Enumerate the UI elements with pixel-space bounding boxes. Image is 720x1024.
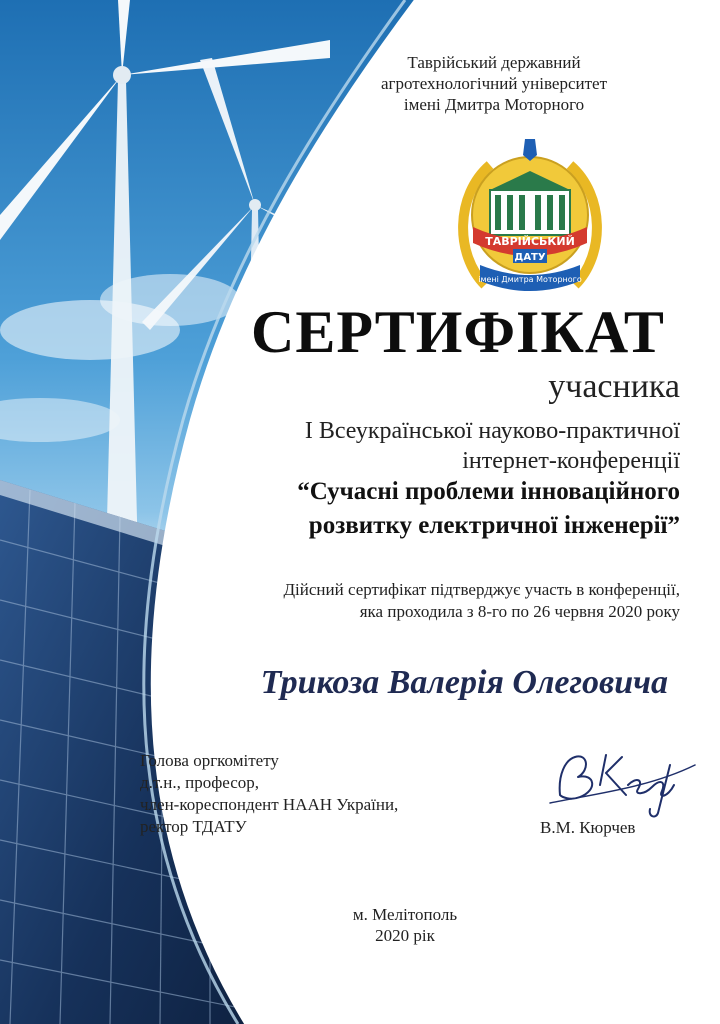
certificate-subtitle-conference-type: інтернет-конференції — [462, 448, 680, 474]
signatory-name: В.М. Кюрчев — [540, 818, 636, 837]
signatory-line-1: Голова оргкомітету — [140, 751, 279, 770]
issue-city: м. Мелітополь — [352, 905, 458, 924]
signatory-position — [140, 750, 398, 838]
certificate-subtitle-participant: учасника — [548, 368, 680, 405]
svg-text:ДАТУ: ДАТУ — [514, 252, 546, 263]
conference-title-line-1: “Сучасні проблеми інноваційного — [297, 478, 680, 505]
signatory-line-2: д.т.н., професор, — [140, 773, 260, 792]
svg-text:ТАВРІЙСЬКИЙ: ТАВРІЙСЬКИЙ — [485, 235, 575, 248]
university-line-2: агротехнологічний університет — [380, 74, 608, 93]
university-emblem — [455, 135, 605, 295]
conference-title-line-2: розвитку електричної інженерії” — [308, 512, 680, 539]
university-line-1: Таврійський державний — [407, 53, 581, 72]
university-name — [344, 52, 644, 115]
university-line-3: імені Дмитра Моторного — [403, 95, 585, 114]
certificate-description-line-1: Дійсний сертифікат підтверджує участь в конференції, — [283, 580, 680, 599]
certificate-description-line-2: яка проходила з 8-го по 26 червня 2020 року — [359, 602, 680, 621]
signatory-line-4: ректор ТДАТУ — [140, 817, 247, 836]
handwritten-signature — [540, 735, 700, 820]
certificate-title: СЕРТИФІКАТ — [251, 299, 665, 365]
svg-text:імені Дмитра Моторного: імені Дмитра Моторного — [478, 275, 582, 284]
issue-year: 2020 рік — [375, 926, 435, 945]
recipient-name: Трикоза Валерія Олеговича — [260, 664, 668, 701]
certificate-subtitle-conference-level: І Всеукраїнської науково-практичної — [304, 418, 680, 444]
signatory-line-3: член-кореспондент НААН України, — [140, 795, 399, 814]
issue-place-date — [330, 904, 480, 946]
